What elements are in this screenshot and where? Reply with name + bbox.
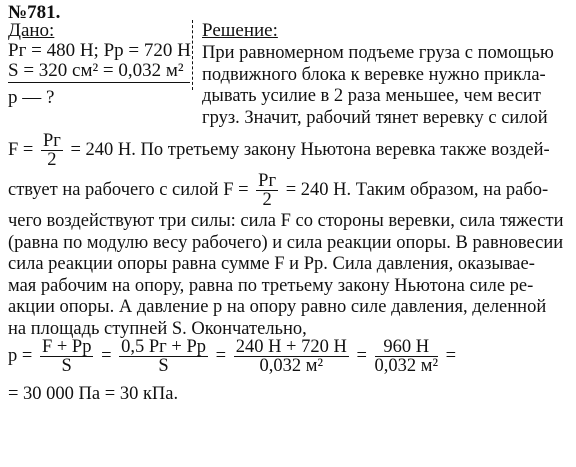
formula-lhs: F = xyxy=(223,179,249,200)
text-line: подвижного блока к веревке нужно прикла- xyxy=(202,64,546,85)
final-result: = 30 000 Па = 30 кПа. xyxy=(8,384,179,404)
text-line: (равна по модулю весу рабочего) и сила реакции опоры. В равновесии xyxy=(8,232,564,253)
fraction-denominator: 0,032 м² xyxy=(374,356,439,376)
final-formula xyxy=(8,338,456,375)
given-weights: Pг = 480 Н; Pр = 720 Н xyxy=(8,40,191,61)
fraction-denominator: 2 xyxy=(262,190,272,210)
given-divider xyxy=(192,20,194,90)
fraction-denominator: 2 xyxy=(47,150,57,170)
fraction xyxy=(119,338,208,375)
formula-lhs: p = xyxy=(8,345,33,366)
text-line: мая рабочим на опору, равна по третьему закону Ньютона силе ре- xyxy=(8,275,534,296)
text-line: дывать усилие в 2 раза меньшее, чем весит xyxy=(202,86,541,106)
equals-sign: = xyxy=(445,345,457,366)
solution-paragraph-2 xyxy=(8,211,563,340)
text-line: груз. Значит, рабочий тянет веревку с силой xyxy=(202,107,548,128)
formula-lhs: F = xyxy=(8,139,34,160)
fraction-numerator: Pг xyxy=(42,131,61,151)
find-unknown: p — ? xyxy=(8,87,55,108)
fraction-denominator: S xyxy=(61,356,72,376)
text-prefix: ствует на рабочего с силой xyxy=(8,179,219,200)
problem-number: №781. xyxy=(8,2,61,23)
formula-line-2 xyxy=(8,172,548,209)
fraction-numerator: 0,5 Pг + Pр xyxy=(121,337,206,357)
fraction-numerator: F + Pр xyxy=(41,337,92,357)
given-area: S = 320 см² = 0,032 м² xyxy=(8,61,190,83)
formula-text: = 240 Н. Таким образом, на рабо- xyxy=(285,179,549,200)
fraction-numerator: 240 Н + 720 Н xyxy=(235,337,347,357)
formula-line-1 xyxy=(8,132,550,169)
equals-sign: = xyxy=(356,345,367,366)
text-line: При равномерном подъеме груза с помощью xyxy=(202,43,554,63)
text-line: акции опоры. А давление p на опору равно силе давления, деленной xyxy=(8,297,547,317)
fraction-denominator: S xyxy=(158,356,169,376)
fraction xyxy=(256,172,278,209)
equals-sign: = xyxy=(215,345,227,366)
fraction xyxy=(40,338,94,375)
fraction-numerator: Pг xyxy=(258,171,277,191)
solution-paragraph-1 xyxy=(202,43,554,129)
solution-title: Решение: xyxy=(202,20,278,41)
formula-text: = 240 Н. По третьему закону Ньютона веревка также воздей- xyxy=(70,139,550,160)
text-line: на площадь ступней S. Окончательно, xyxy=(8,318,307,339)
fraction-numerator: 960 Н xyxy=(375,338,439,357)
fraction xyxy=(41,132,63,169)
text-line: чего воздействуют три силы: сила F со стороны веревки, сила тяжести xyxy=(8,211,564,231)
given-block xyxy=(8,20,190,109)
equals-sign: = xyxy=(101,345,112,366)
fraction xyxy=(375,338,439,375)
given-title: Дано: xyxy=(8,20,55,41)
text-line: сила реакции опоры равна сумме F и Pр. Сила давления, оказывае- xyxy=(8,254,535,274)
fraction xyxy=(234,338,349,375)
fraction-denominator: 0,032 м² xyxy=(259,356,324,376)
